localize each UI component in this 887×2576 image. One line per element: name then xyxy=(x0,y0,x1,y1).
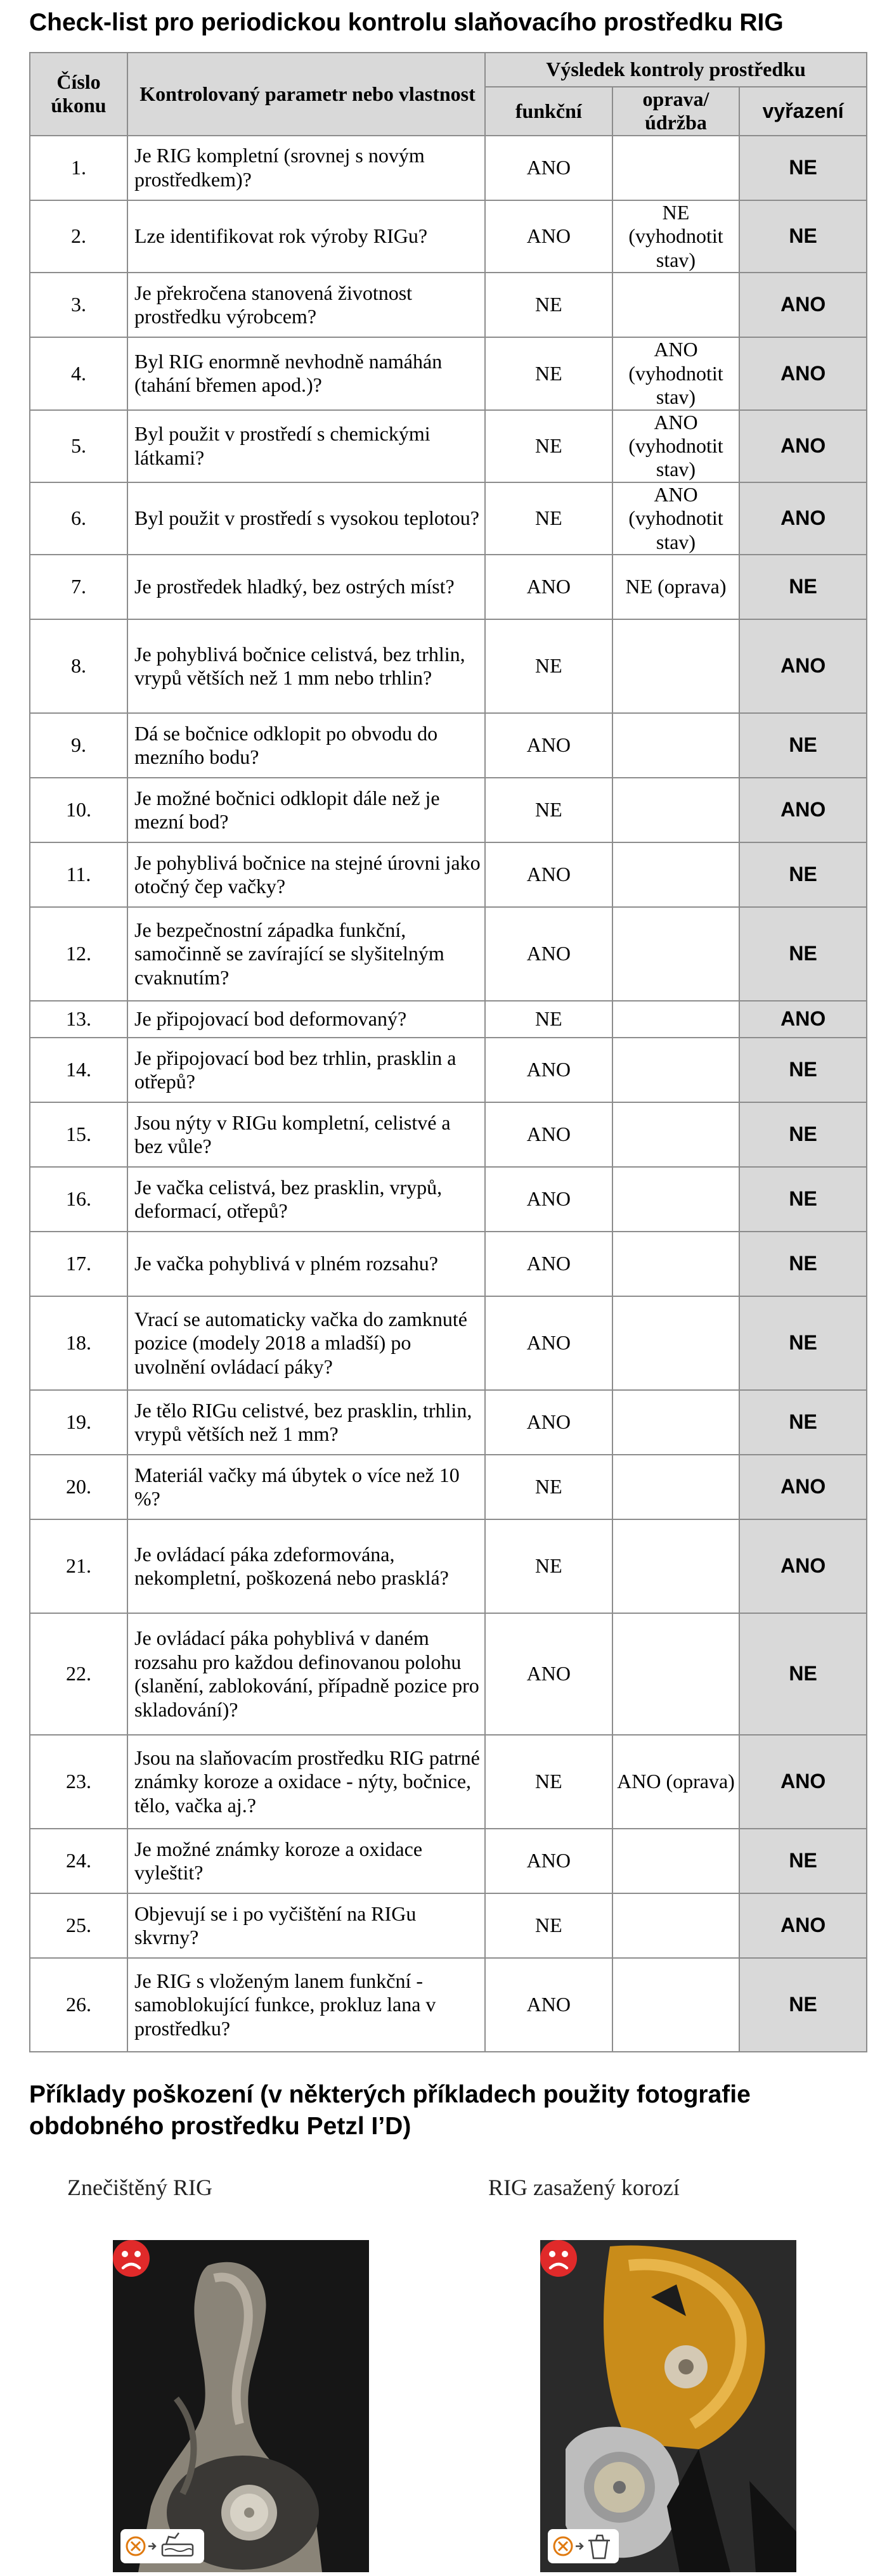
row-number: 13. xyxy=(30,1001,127,1038)
row-funkcni: NE xyxy=(485,337,612,409)
row-funkcni: ANO xyxy=(485,713,612,778)
row-oprava: ANO (oprava) xyxy=(612,1735,740,1829)
row-vyrazeni: NE xyxy=(739,1167,867,1232)
table-row xyxy=(30,1958,867,2052)
table-row xyxy=(30,1829,867,1893)
row-parameter: Je RIG s vloženým lanem funkční - samoblokující funkce, prokluz lana v prostředku? xyxy=(127,1958,485,2052)
row-number: 19. xyxy=(30,1390,127,1455)
row-funkcni: ANO xyxy=(485,1167,612,1232)
header-parameter: Kontrolovaný parametr nebo vlastnost xyxy=(127,53,485,136)
header-result-group: Výsledek kontroly prostředku xyxy=(485,53,867,87)
row-number: 24. xyxy=(30,1829,127,1893)
row-vyrazeni: ANO xyxy=(739,778,867,842)
table-row xyxy=(30,1519,867,1613)
row-funkcni: NE xyxy=(485,778,612,842)
sad-face-icon xyxy=(113,2240,150,2277)
table-row xyxy=(30,778,867,842)
row-parameter: Byl použit v prostředí s vysokou teplotou? xyxy=(127,482,485,555)
row-number: 21. xyxy=(30,1519,127,1613)
row-funkcni: ANO xyxy=(485,1232,612,1296)
row-parameter: Je ovládací páka zdeformována, nekompletní, poškozená nebo prasklá? xyxy=(127,1519,485,1613)
row-oprava xyxy=(612,1519,740,1613)
row-parameter: Je tělo RIGu celistvé, bez prasklin, trhlin, vrypů větších než 1 mm? xyxy=(127,1390,485,1455)
row-oprava xyxy=(612,136,740,200)
row-vyrazeni: ANO xyxy=(739,410,867,482)
row-number: 10. xyxy=(30,778,127,842)
row-oprava xyxy=(612,713,740,778)
checklist-table xyxy=(29,52,867,2052)
row-oprava xyxy=(612,1232,740,1296)
table-row xyxy=(30,410,867,482)
row-funkcni: NE xyxy=(485,482,612,555)
row-parameter: Je prostředek hladký, bez ostrých míst? xyxy=(127,555,485,619)
row-number: 5. xyxy=(30,410,127,482)
table-row xyxy=(30,1232,867,1296)
table-row xyxy=(30,337,867,409)
row-vyrazeni: NE xyxy=(739,555,867,619)
table-row xyxy=(30,555,867,619)
table-row xyxy=(30,1735,867,1829)
row-oprava xyxy=(612,842,740,907)
row-vyrazeni: NE xyxy=(739,1038,867,1102)
row-parameter: Je pohyblivá bočnice na stejné úrovni jako otočný čep vačky? xyxy=(127,842,485,907)
row-funkcni: NE xyxy=(485,273,612,337)
row-funkcni: ANO xyxy=(485,1296,612,1390)
row-oprava: ANO (vyhodnotit stav) xyxy=(612,337,740,409)
header-funkcni: funkční xyxy=(485,87,612,136)
header-number: Číslo úkonu xyxy=(30,53,127,136)
badge-corroded xyxy=(548,2529,619,2563)
row-funkcni: ANO xyxy=(485,1958,612,2052)
row-parameter: Je možné bočnici odklopit dále než je mezní bod? xyxy=(127,778,485,842)
table-row xyxy=(30,1001,867,1038)
row-parameter: Je vačka pohyblivá v plném rozsahu? xyxy=(127,1232,485,1296)
table-row xyxy=(30,136,867,200)
table-row xyxy=(30,1390,867,1455)
row-funkcni: ANO xyxy=(485,907,612,1001)
row-vyrazeni: ANO xyxy=(739,337,867,409)
row-oprava xyxy=(612,1390,740,1455)
row-oprava xyxy=(612,1613,740,1735)
row-number: 26. xyxy=(30,1958,127,2052)
row-vyrazeni: NE xyxy=(739,1613,867,1735)
row-parameter: Objevují se i po vyčištění na RIGu skvrny? xyxy=(127,1893,485,1958)
row-vyrazeni: NE xyxy=(739,1232,867,1296)
row-vyrazeni: NE xyxy=(739,200,867,273)
row-number: 12. xyxy=(30,907,127,1001)
row-vyrazeni: ANO xyxy=(739,1455,867,1519)
row-number: 15. xyxy=(30,1102,127,1167)
row-number: 17. xyxy=(30,1232,127,1296)
table-row xyxy=(30,619,867,713)
row-oprava xyxy=(612,1038,740,1102)
row-parameter: Lze identifikovat rok výroby RIGu? xyxy=(127,200,485,273)
page-title: Check-list pro periodickou kontrolu slaňovacího prostředku RIG xyxy=(29,9,784,36)
row-parameter: Jsou na slaňovacím prostředku RIG patrné známky koroze a oxidace - nýty, bočnice, tělo, vačka aj.? xyxy=(127,1735,485,1829)
photo-dirty-rig xyxy=(113,2240,369,2572)
row-number: 6. xyxy=(30,482,127,555)
row-number: 8. xyxy=(30,619,127,713)
table-row xyxy=(30,713,867,778)
badge-dirty xyxy=(120,2529,204,2563)
row-parameter: Jsou nýty v RIGu kompletní, celistvé a bez vůle? xyxy=(127,1102,485,1167)
row-funkcni: NE xyxy=(485,1893,612,1958)
row-funkcni: ANO xyxy=(485,1038,612,1102)
table-row xyxy=(30,1102,867,1167)
table-row xyxy=(30,273,867,337)
row-oprava xyxy=(612,1102,740,1167)
row-vyrazeni: NE xyxy=(739,842,867,907)
table-row xyxy=(30,1613,867,1735)
row-parameter: Je možné známky koroze a oxidace vyleštit? xyxy=(127,1829,485,1893)
row-parameter: Materiál vačky má úbytek o více než 10 %? xyxy=(127,1455,485,1519)
table-row xyxy=(30,1296,867,1390)
row-oprava xyxy=(612,273,740,337)
examples-title: Příklady poškození (v některých příkladech použity fotografie obdobného prostředku Petzl I’D) xyxy=(29,2081,751,2140)
row-number: 3. xyxy=(30,273,127,337)
row-vyrazeni: ANO xyxy=(739,1519,867,1613)
row-oprava xyxy=(612,778,740,842)
row-parameter: Je vačka celistvá, bez prasklin, vrypů, deformací, otřepů? xyxy=(127,1167,485,1232)
row-number: 14. xyxy=(30,1038,127,1102)
row-vyrazeni: ANO xyxy=(739,619,867,713)
table-row xyxy=(30,200,867,273)
row-number: 4. xyxy=(30,337,127,409)
row-parameter: Byl použit v prostředí s chemickými látkami? xyxy=(127,410,485,482)
row-vyrazeni: NE xyxy=(739,1829,867,1893)
row-oprava xyxy=(612,1829,740,1893)
row-funkcni: ANO xyxy=(485,1829,612,1893)
row-funkcni: ANO xyxy=(485,1613,612,1735)
row-vyrazeni: NE xyxy=(739,1390,867,1455)
table-row xyxy=(30,907,867,1001)
row-number: 9. xyxy=(30,713,127,778)
row-number: 18. xyxy=(30,1296,127,1390)
row-number: 22. xyxy=(30,1613,127,1735)
row-number: 1. xyxy=(30,136,127,200)
row-vyrazeni: ANO xyxy=(739,1001,867,1038)
row-funkcni: NE xyxy=(485,1001,612,1038)
row-number: 11. xyxy=(30,842,127,907)
row-parameter: Je bezpečnostní západka funkční, samočinně se zavírající se slyšitelným cvaknutím? xyxy=(127,907,485,1001)
row-oprava xyxy=(612,907,740,1001)
row-funkcni: NE xyxy=(485,1735,612,1829)
row-parameter: Je RIG kompletní (srovnej s novým prostředkem)? xyxy=(127,136,485,200)
row-oprava xyxy=(612,1167,740,1232)
row-oprava: NE (oprava) xyxy=(612,555,740,619)
caption-dirty-rig: Znečištěný RIG xyxy=(67,2175,212,2200)
photo-corroded-rig xyxy=(540,2240,796,2572)
row-parameter: Je připojovací bod bez trhlin, prasklin a otřepů? xyxy=(127,1038,485,1102)
row-oprava xyxy=(612,1893,740,1958)
table-row xyxy=(30,1167,867,1232)
row-oprava: NE (vyhodnotit stav) xyxy=(612,200,740,273)
row-number: 20. xyxy=(30,1455,127,1519)
row-vyrazeni: NE xyxy=(739,907,867,1001)
table-row xyxy=(30,1455,867,1519)
row-funkcni: ANO xyxy=(485,1390,612,1455)
table-row xyxy=(30,842,867,907)
row-funkcni: ANO xyxy=(485,136,612,200)
table-row xyxy=(30,1893,867,1958)
table-row xyxy=(30,482,867,555)
row-funkcni: NE xyxy=(485,619,612,713)
row-parameter: Byl RIG enormně nevhodně namáhán (tahání břemen apod.)? xyxy=(127,337,485,409)
row-vyrazeni: NE xyxy=(739,1958,867,2052)
row-number: 25. xyxy=(30,1893,127,1958)
row-funkcni: ANO xyxy=(485,842,612,907)
row-funkcni: NE xyxy=(485,1519,612,1613)
row-vyrazeni: ANO xyxy=(739,482,867,555)
row-funkcni: NE xyxy=(485,1455,612,1519)
row-parameter: Je ovládací páka pohyblivá v daném rozsahu pro každou definovanou polohu (slanění, zablokování, případně pozice pro skladování)? xyxy=(127,1613,485,1735)
row-funkcni: ANO xyxy=(485,1102,612,1167)
row-number: 23. xyxy=(30,1735,127,1829)
caption-corroded-rig: RIG zasažený korozí xyxy=(488,2175,680,2200)
row-oprava xyxy=(612,619,740,713)
table-body xyxy=(30,136,867,2052)
row-funkcni: ANO xyxy=(485,200,612,273)
row-oprava xyxy=(612,1455,740,1519)
row-funkcni: ANO xyxy=(485,555,612,619)
header-oprava: oprava/údržba xyxy=(612,87,740,136)
row-parameter: Vrací se automaticky vačka do zamknuté pozice (modely 2018 a mladší) po uvolnění ovládací páky? xyxy=(127,1296,485,1390)
row-oprava: ANO (vyhodnotit stav) xyxy=(612,482,740,555)
row-oprava: ANO (vyhodnotit stav) xyxy=(612,410,740,482)
sad-face-icon xyxy=(540,2240,577,2277)
row-vyrazeni: NE xyxy=(739,1102,867,1167)
row-vyrazeni: NE xyxy=(739,713,867,778)
row-oprava xyxy=(612,1296,740,1390)
row-number: 2. xyxy=(30,200,127,273)
row-oprava xyxy=(612,1958,740,2052)
row-number: 7. xyxy=(30,555,127,619)
row-number: 16. xyxy=(30,1167,127,1232)
row-parameter: Je pohyblivá bočnice celistvá, bez trhlin, vrypů větších než 1 mm nebo trhlin? xyxy=(127,619,485,713)
row-parameter: Je připojovací bod deformovaný? xyxy=(127,1001,485,1038)
row-parameter: Je překročena stanovená životnost prostředku výrobcem? xyxy=(127,273,485,337)
row-funkcni: NE xyxy=(485,410,612,482)
row-vyrazeni: ANO xyxy=(739,273,867,337)
row-oprava xyxy=(612,1001,740,1038)
row-vyrazeni: NE xyxy=(739,136,867,200)
row-vyrazeni: NE xyxy=(739,1296,867,1390)
row-parameter: Dá se bočnice odklopit po obvodu do mezního bodu? xyxy=(127,713,485,778)
row-vyrazeni: ANO xyxy=(739,1893,867,1958)
table-row xyxy=(30,1038,867,1102)
header-vyrazeni: vyřazení xyxy=(739,87,867,136)
row-vyrazeni: ANO xyxy=(739,1735,867,1829)
